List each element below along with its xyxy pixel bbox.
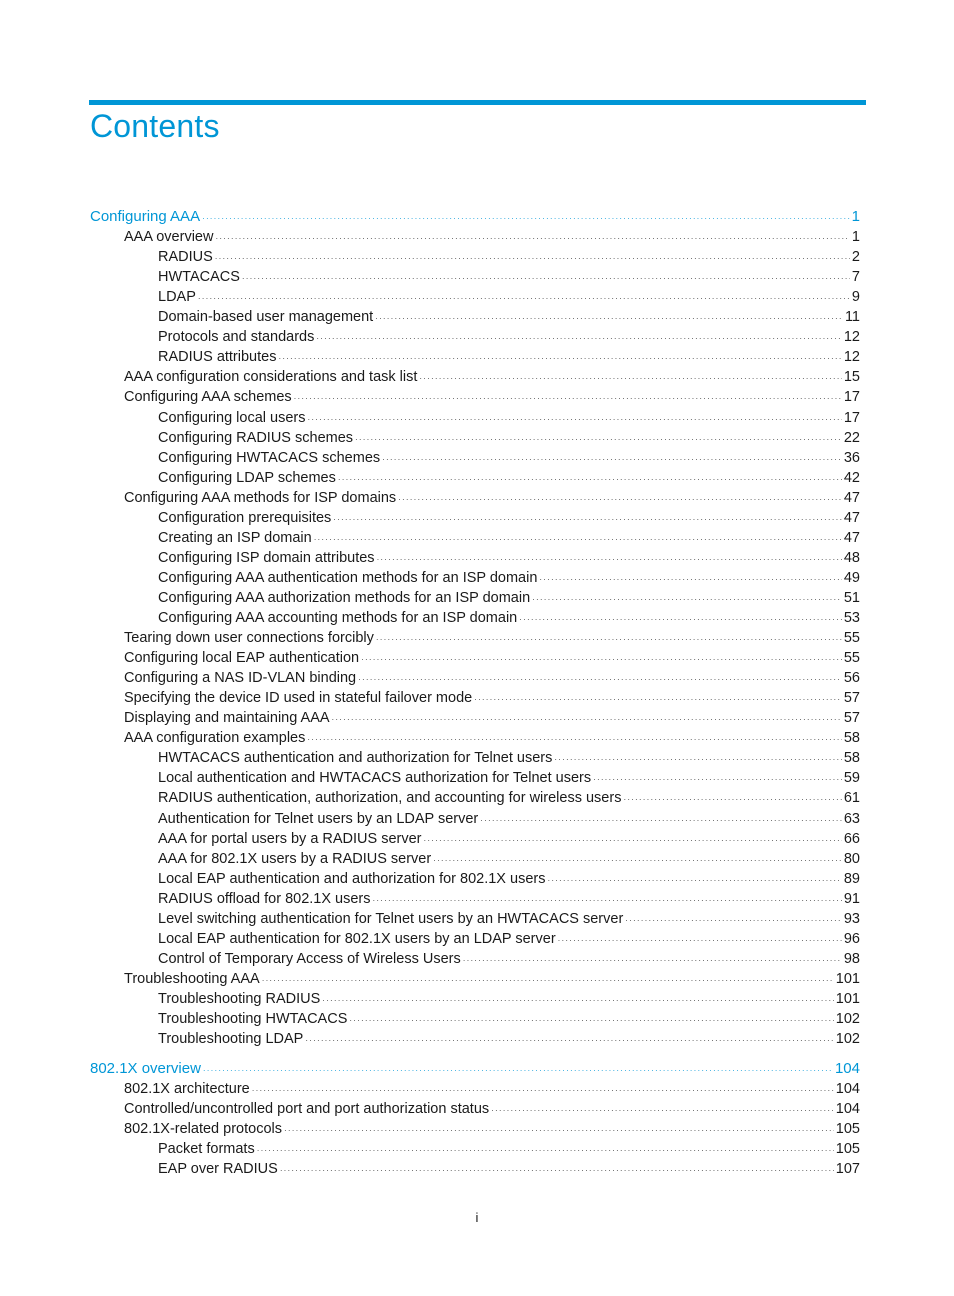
toc-dot-leader <box>623 790 841 810</box>
toc-entry[interactable] <box>158 768 860 788</box>
toc-entry-page: 53 <box>843 610 860 626</box>
toc-dot-leader <box>358 670 842 690</box>
toc-dot-leader <box>308 410 842 430</box>
toc-entry[interactable] <box>158 829 860 849</box>
toc-dot-leader <box>349 1011 833 1031</box>
toc-entry-page: 105 <box>835 1141 860 1158</box>
toc-dot-leader <box>376 630 842 650</box>
toc-entry-label: Creating an ISP domain <box>158 529 312 546</box>
toc-entry-page: 96 <box>843 930 860 947</box>
toc-entry-page: 102 <box>835 1031 860 1048</box>
toc-entry[interactable] <box>124 1079 860 1099</box>
toc-entry-label: RADIUS attributes <box>158 349 277 366</box>
toc-entry-label: Configuring ISP domain attributes <box>158 549 375 566</box>
toc-dot-leader <box>593 770 842 790</box>
toc-entry[interactable] <box>124 367 860 387</box>
toc-entry-label: Configuration prerequisites <box>158 509 332 526</box>
toc-entry-page: 63 <box>843 810 860 827</box>
toc-entry-label: Local EAP authentication and authorization for 802.1X users <box>158 870 546 887</box>
toc-entry-label: Configuring AAA methods for ISP domains <box>124 489 397 506</box>
toc-entry-label: EAP over RADIUS <box>158 1161 278 1178</box>
toc-entry-page: 104 <box>834 1060 860 1078</box>
toc-entry[interactable] <box>158 889 860 909</box>
toc-entry-label: Troubleshooting AAA <box>124 970 260 987</box>
toc-entry-label: AAA overview <box>124 229 214 246</box>
toc-entry-page: 80 <box>843 850 860 867</box>
toc-dot-leader <box>294 389 842 409</box>
toc-entry[interactable] <box>158 267 860 287</box>
toc-entry-label: Configuring RADIUS schemes <box>158 429 354 446</box>
toc-entry-page: 58 <box>843 750 860 767</box>
toc-entry-page: 98 <box>843 950 860 967</box>
toc-dot-leader <box>215 249 850 269</box>
toc-entry[interactable] <box>158 748 860 768</box>
toc-dot-leader <box>215 229 849 249</box>
toc-entry[interactable] <box>124 227 860 247</box>
toc-dot-leader <box>198 289 850 309</box>
toc-entry-label: Configuring AAA <box>90 208 201 225</box>
toc-entry[interactable] <box>124 648 860 668</box>
toc-entry-label: RADIUS offload for 802.1X users <box>158 890 371 907</box>
toc-dot-leader <box>338 470 842 490</box>
toc-dot-leader <box>333 510 842 530</box>
toc-dot-leader <box>539 570 841 590</box>
toc-entry[interactable] <box>158 448 860 468</box>
toc-entry[interactable] <box>158 949 860 969</box>
toc-dot-leader <box>377 550 842 570</box>
toc-entry-label: RADIUS <box>158 249 213 266</box>
toc-entry[interactable] <box>158 287 860 307</box>
toc-dot-leader <box>355 430 842 450</box>
toc-entry[interactable] <box>158 307 860 327</box>
toc-entry[interactable] <box>158 1159 860 1179</box>
toc-entry-page: 91 <box>843 890 860 907</box>
toc-entry-page: 47 <box>843 489 860 506</box>
toc-entry-label: RADIUS authentication, authorization, and accounting for wireless users <box>158 790 622 807</box>
toc-entry-label: Configuring local users <box>158 409 306 426</box>
toc-entry-page: 9 <box>851 289 860 306</box>
toc-entry-page: 55 <box>843 650 860 667</box>
toc-entry-page: 107 <box>835 1161 860 1178</box>
toc-entry-page: 102 <box>835 1011 860 1027</box>
toc-entry[interactable] <box>124 969 860 989</box>
toc-entry[interactable] <box>158 608 860 628</box>
toc-dot-leader <box>558 931 842 951</box>
toc-entry-page: 22 <box>843 429 860 446</box>
toc-entry-page: 93 <box>843 910 860 927</box>
toc-entry-page: 101 <box>835 990 860 1007</box>
toc-entry-page: 89 <box>843 870 860 887</box>
toc-entry-page: 61 <box>843 790 860 807</box>
toc-entry-page: 12 <box>843 349 860 366</box>
toc-entry-label: 802.1X architecture <box>124 1081 250 1098</box>
toc-dot-leader <box>322 991 834 1011</box>
toc-entry-label: Configuring local EAP authentication <box>124 650 360 667</box>
toc-entry-label: Configuring AAA schemes <box>124 389 292 406</box>
toc-entry-label: Local authentication and HWTACACS authorization for Telnet users <box>158 770 592 787</box>
toc-entry-label: 802.1X-related protocols <box>124 1121 282 1138</box>
toc-entry-label: LDAP <box>158 289 196 306</box>
toc-dot-leader <box>398 490 842 510</box>
toc-entry-label: Configuring a NAS ID-VLAN binding <box>124 670 357 687</box>
toc-entry[interactable] <box>124 488 860 508</box>
toc-entry-page: 57 <box>843 690 860 707</box>
toc-entry[interactable] <box>158 247 860 267</box>
toc-dot-leader <box>307 730 842 750</box>
toc-entry[interactable] <box>158 528 860 548</box>
toc-entry-page: 56 <box>843 670 860 687</box>
toc-entry[interactable] <box>158 508 860 528</box>
toc-entry-page: 7 <box>851 269 860 286</box>
toc-dot-leader <box>305 1031 833 1051</box>
toc-entry-page: 1 <box>851 229 860 246</box>
toc-dot-leader <box>463 951 842 971</box>
toc-entry-page: 15 <box>843 369 860 386</box>
toc-entry[interactable] <box>124 728 860 748</box>
toc-entry[interactable] <box>124 708 860 728</box>
toc-entry[interactable] <box>124 1099 860 1119</box>
toc-entry-label: Troubleshooting HWTACACS <box>158 1011 348 1027</box>
toc-entry-page: 42 <box>843 469 860 486</box>
toc-entry-page: 1 <box>851 208 860 225</box>
toc-dot-leader <box>419 369 841 389</box>
toc-dot-leader <box>382 450 842 470</box>
toc-entry[interactable] <box>124 387 860 407</box>
toc-entry[interactable] <box>158 408 860 428</box>
toc-entry-page: 101 <box>835 970 860 987</box>
toc-entry[interactable] <box>158 347 860 367</box>
toc-entry[interactable] <box>124 688 860 708</box>
toc-dot-leader <box>424 831 842 851</box>
toc-dot-leader <box>532 590 842 610</box>
toc-dot-leader <box>280 1161 834 1181</box>
page-number: i <box>475 1210 479 1225</box>
toc-entry-page: 47 <box>843 509 860 526</box>
toc-entry[interactable] <box>124 668 860 688</box>
toc-entry-label: Control of Temporary Access of Wireless Users <box>158 950 461 967</box>
toc-dot-leader <box>257 1141 834 1161</box>
toc-entry[interactable] <box>158 788 860 808</box>
toc-chapter-entry[interactable] <box>90 207 860 227</box>
toc-entry-page: 49 <box>843 569 860 586</box>
toc-entry-label: Protocols and standards <box>158 329 315 346</box>
toc-entry-label: AAA configuration considerations and task list <box>124 369 418 386</box>
toc-dot-leader <box>474 690 842 710</box>
toc-entry-label: Troubleshooting RADIUS <box>158 990 321 1007</box>
toc-dot-leader <box>519 610 842 630</box>
toc-entry-label: Configuring AAA authentication methods for an ISP domain <box>158 569 538 586</box>
toc-entry[interactable] <box>124 1119 860 1139</box>
toc-entry[interactable] <box>158 1029 860 1049</box>
toc-entry-label: HWTACACS <box>158 269 240 286</box>
toc-dot-leader <box>547 871 841 891</box>
toc-entry-page: 55 <box>843 630 860 647</box>
toc-entry-page: 58 <box>843 730 860 747</box>
toc-dot-leader <box>252 1081 834 1101</box>
toc-entry-label: Specifying the device ID used in stateful failover mode <box>124 690 473 707</box>
toc-entry-label: 802.1X overview <box>90 1060 201 1078</box>
toc-entry-page: 59 <box>843 770 860 787</box>
toc-entry-label: Configuring AAA authorization methods for an ISP domain <box>158 589 531 606</box>
toc-dot-leader <box>375 309 843 329</box>
toc-entry[interactable] <box>158 548 860 568</box>
toc-entry[interactable] <box>158 588 860 608</box>
toc-entry-page: 11 <box>844 309 860 326</box>
toc-entry-label: Packet formats <box>158 1141 255 1158</box>
toc-dot-leader <box>373 891 842 911</box>
toc-entry[interactable] <box>158 428 860 448</box>
toc-entry-page: 105 <box>835 1121 860 1138</box>
toc-dot-leader <box>332 710 842 730</box>
toc-entry-label: Configuring HWTACACS schemes <box>158 449 381 466</box>
toc-entry-label: Authentication for Telnet users by an LDAP server <box>158 810 479 827</box>
toc-entry[interactable] <box>158 1009 860 1029</box>
toc-entry-page: 12 <box>843 329 860 346</box>
toc-entry-label: AAA configuration examples <box>124 730 306 747</box>
toc-entry-label: HWTACACS authentication and authorization for Telnet users <box>158 750 553 767</box>
toc-entry-page: 104 <box>835 1101 860 1118</box>
toc-entry[interactable] <box>158 869 860 889</box>
toc-dot-leader <box>361 650 842 670</box>
toc-dot-leader <box>314 530 842 550</box>
toc-chapter-entry[interactable] <box>90 1059 860 1079</box>
toc-entry-page: 51 <box>843 589 860 606</box>
toc-dot-leader <box>491 1101 834 1121</box>
toc-entry-page: 48 <box>843 549 860 566</box>
toc-dot-leader <box>242 269 850 289</box>
toc-dot-leader <box>316 329 841 349</box>
toc-dot-leader <box>278 349 841 369</box>
toc-entry-page: 66 <box>843 830 860 847</box>
toc-entry-label: Troubleshooting LDAP <box>158 1031 304 1048</box>
toc-entry[interactable] <box>158 468 860 488</box>
toc-dot-leader <box>262 971 834 991</box>
toc-entry-page: 2 <box>851 249 860 266</box>
toc-entry-page: 104 <box>835 1081 860 1098</box>
toc-dot-leader <box>480 811 842 831</box>
toc-entry[interactable] <box>158 909 860 929</box>
page-title: Contents <box>90 108 220 144</box>
toc-dot-leader <box>202 209 850 229</box>
toc-entry-page: 47 <box>843 529 860 546</box>
toc-entry-label: Tearing down user connections forcibly <box>124 630 374 647</box>
toc-dot-leader <box>554 750 841 770</box>
toc-entry-page: 17 <box>843 389 860 406</box>
toc-entry-label: Configuring LDAP schemes <box>158 469 336 486</box>
toc-entry[interactable] <box>158 809 860 829</box>
toc-entry-label: Domain-based user management <box>158 309 374 326</box>
title-rule <box>89 100 866 105</box>
toc-entry[interactable] <box>158 1139 860 1159</box>
toc-entry-label: Controlled/uncontrolled port and port authorization status <box>124 1101 490 1118</box>
toc-entry[interactable] <box>158 327 860 347</box>
toc-dot-leader <box>203 1061 833 1081</box>
toc-entry-page: 36 <box>843 449 860 466</box>
toc-entry[interactable] <box>158 568 860 588</box>
toc-entry-page: 17 <box>843 409 860 426</box>
toc-dot-leader <box>284 1121 834 1141</box>
toc-entry[interactable] <box>158 849 860 869</box>
toc-entry-label: Local EAP authentication for 802.1X users by an LDAP server <box>158 930 556 947</box>
toc-entry-label: Configuring AAA accounting methods for an ISP domain <box>158 610 518 626</box>
toc-entry-page: 57 <box>843 710 860 727</box>
toc-entry[interactable] <box>124 628 860 648</box>
toc-entry[interactable] <box>158 929 860 949</box>
toc-dot-leader <box>625 911 842 931</box>
toc-entry-label: Displaying and maintaining AAA <box>124 710 330 727</box>
toc-entry-label: AAA for portal users by a RADIUS server <box>158 830 422 847</box>
toc-entry-label: AAA for 802.1X users by a RADIUS server <box>158 850 432 867</box>
toc-entry[interactable] <box>158 989 860 1009</box>
toc-entry-label: Level switching authentication for Telnet users by an HWTACACS server <box>158 910 624 927</box>
toc-dot-leader <box>433 851 842 871</box>
